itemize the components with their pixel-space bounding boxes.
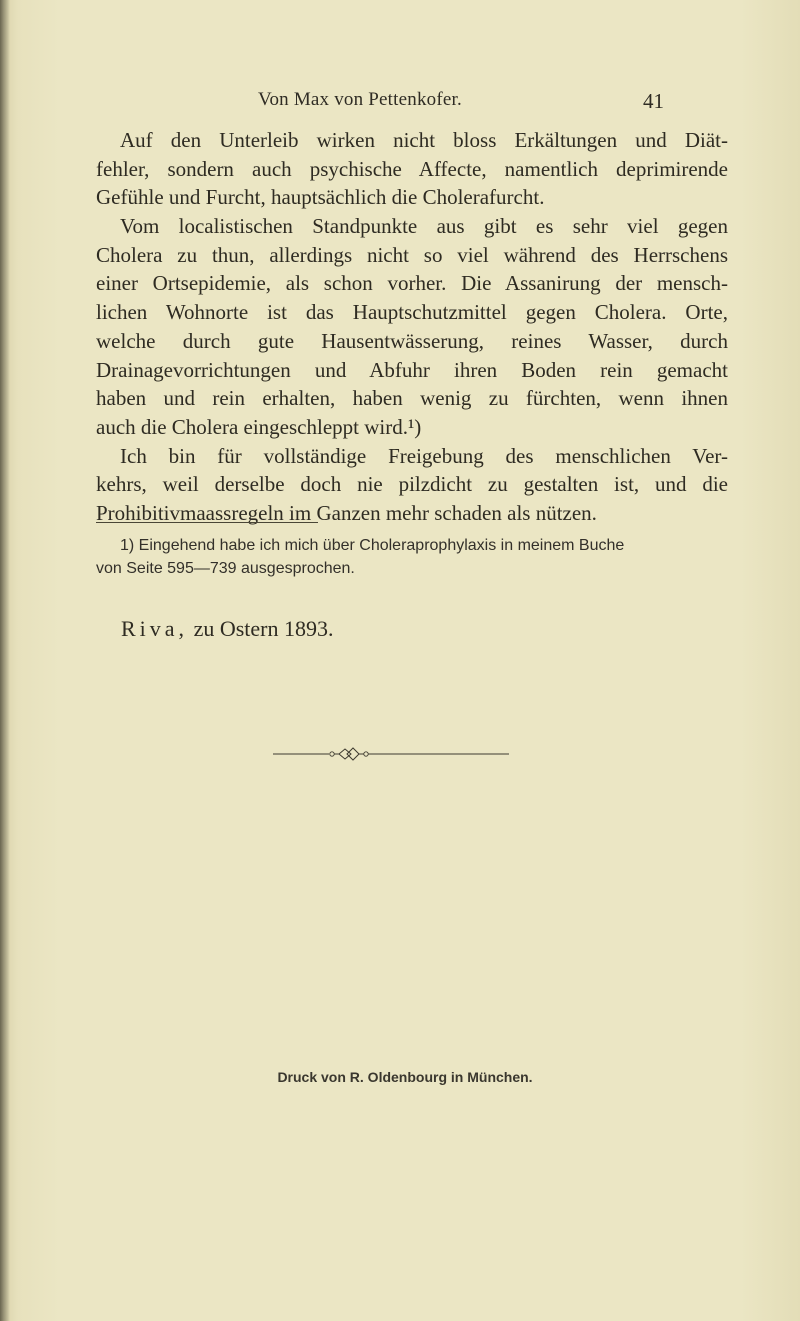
book-spine-shadow [0,0,10,1321]
footnote-rule [96,522,318,523]
body-text [96,126,728,528]
page-header [0,89,800,119]
body-line: auch die Cholera eingeschleppt wird.¹) [96,414,422,439]
running-title: Von Max von Pettenkofer. [258,89,462,110]
signature-line [121,616,333,642]
footnote-line: 1) Eingehend habe ich mich über Choleraprophylaxis in meinem Buche [120,537,625,554]
body-line: Ich bin für vollständige Freigebung des menschlichen Ver- [120,443,728,468]
body-line: lichen Wohnorte ist das Hauptschutzmittel gegen Cholera. Orte, [96,300,728,325]
ornament-divider [273,744,509,764]
body-line: Drainagevorrichtungen und Abfuhr ihren Boden rein gemacht [96,357,728,382]
footnote [96,534,728,580]
signature-date: zu Ostern 1893. [193,616,334,641]
body-line: fehler, sondern auch psychische Affecte, namentlich deprimirende [96,156,728,181]
body-line: Prohibitivmaassregeln im Ganzen mehr schaden als nützen. [96,500,597,525]
printer-imprint [0,1069,800,1085]
body-line: Gefühle und Furcht, hauptsächlich die Cholerafurcht. [96,185,545,210]
body-line: kehrs, weil derselbe doch nie pilzdicht zu gestalten ist, und die [96,472,728,497]
body-line: Auf den Unterleib wirken nicht bloss Erkältungen und Diät- [120,128,728,152]
body-line: haben und rein erhalten, haben wenig zu fürchten, wenn ihnen [96,386,728,411]
body-line: Cholera zu thun, allerdings nicht so viel während des Herrschens [96,242,728,267]
footnote-line: von Seite 595—739 ausgesprochen. [96,560,355,577]
printer-imprint-text: Druck von R. Oldenbourg in München. [277,1069,533,1085]
body-line: welche durch gute Hausentwässerung, reines Wasser, durch [96,328,728,353]
body-line: Vom localistischen Standpunkte aus gibt es sehr viel gegen [120,214,728,239]
body-line: einer Ortsepidemie, als schon vorher. Die Assanirung der mensch- [96,271,728,296]
signature-place: Riva, [121,616,189,641]
page-number: 41 [643,89,664,113]
